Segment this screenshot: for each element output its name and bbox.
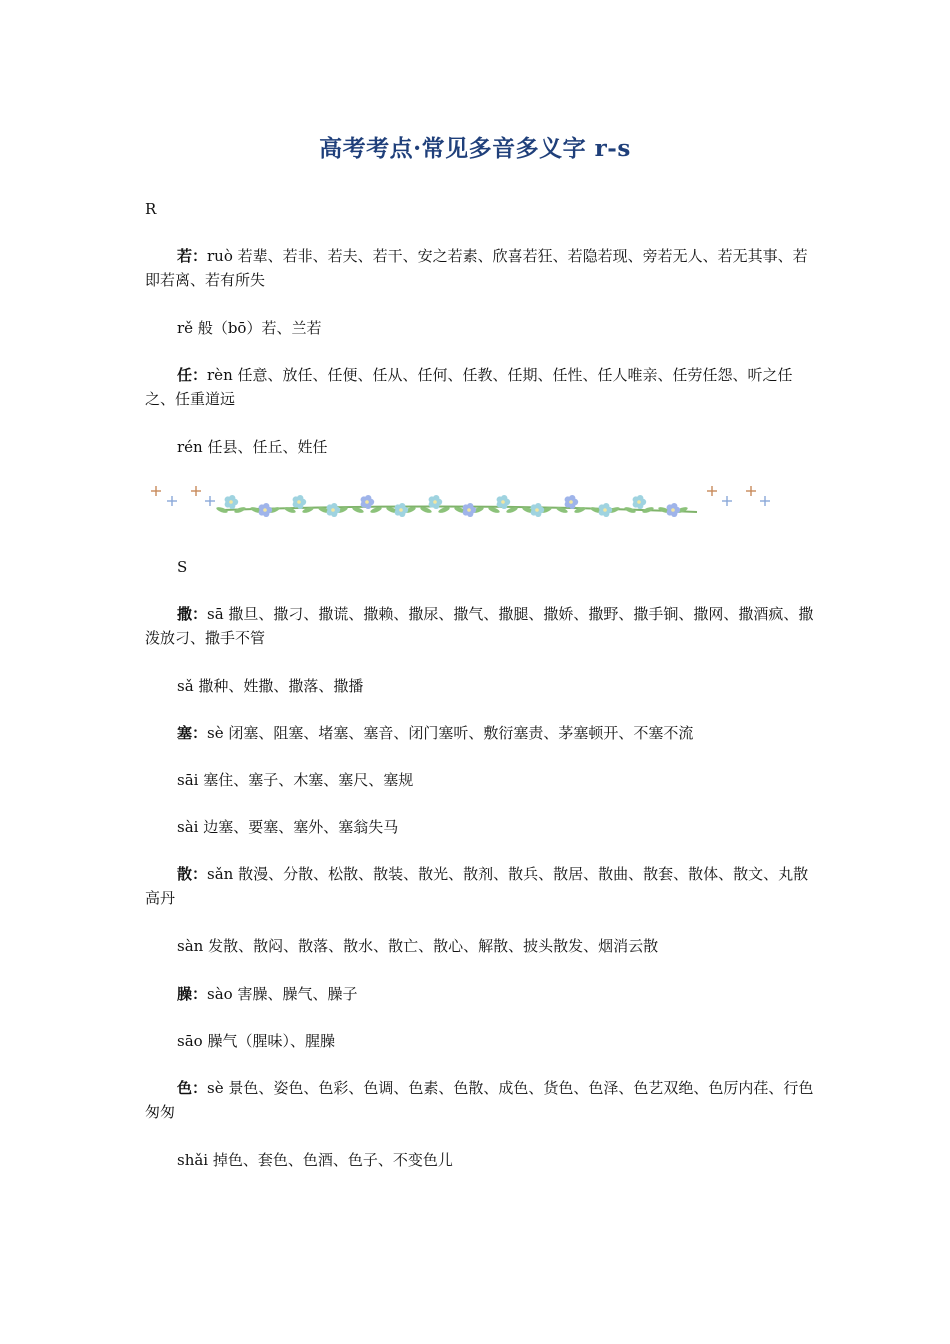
entry-char: 若： <box>177 247 208 265</box>
flower-icon <box>250 503 281 517</box>
entry-san4 <box>145 934 815 958</box>
flower-icon <box>658 503 689 517</box>
entry-sa3 <box>145 674 815 698</box>
entry-sai4 <box>145 815 815 839</box>
flower-icon <box>386 503 417 517</box>
entry-sai1 <box>145 768 815 792</box>
entry-char: 散： <box>177 865 208 883</box>
entry-se4 <box>145 1076 815 1124</box>
entry-text: sè 闭塞、阻塞、堵塞、塞音、闭门塞听、敷衍塞责、茅塞顿开、不塞不流 <box>207 724 694 742</box>
entry-sao1 <box>145 1029 815 1053</box>
entry-se-sai <box>145 721 815 745</box>
flower-icon <box>318 503 349 517</box>
entry-ruo <box>145 244 815 292</box>
sparkle-left <box>151 486 215 506</box>
entry-text: sài 边塞、要塞、塞外、塞翁失马 <box>177 818 399 836</box>
sparkle-right <box>707 486 770 506</box>
entry-text: sāo 臊气（腥味）、腥臊 <box>177 1032 335 1050</box>
flower-icon <box>624 495 655 514</box>
flower-icon <box>284 495 315 514</box>
entry-char: 色： <box>177 1079 208 1097</box>
entry-text: sè 景色、姿色、色彩、色调、色素、色散、成色、货色、色泽、色艺双绝、色厉内荏、行色匆匆 <box>145 1079 814 1121</box>
entry-text: rén 任县、任丘、姓任 <box>177 438 328 456</box>
entry-text: rèn 任意、放任、任便、任从、任何、任教、任期、任性、任人唯亲、任劳任怨、听之任之、任重道远 <box>145 366 793 408</box>
entry-text: sǎn 散漫、分散、松散、散装、散光、散剂、散兵、散居、散曲、散套、散体、散文、丸散高丹 <box>145 865 809 907</box>
section-letter-r: R <box>145 200 157 218</box>
entry-char: 塞： <box>177 724 208 742</box>
entry-re <box>145 316 815 340</box>
flower-icon <box>488 495 519 514</box>
entry-char: 臊： <box>177 985 208 1003</box>
entry-char: 任： <box>177 366 208 384</box>
floral-divider <box>145 480 810 530</box>
flower-icon <box>522 503 553 517</box>
entry-text: sǎ 撒种、姓撒、撒落、撒播 <box>177 677 364 695</box>
entry-shai3 <box>145 1148 815 1172</box>
document-title: 高考考点·常见多音多义字 r-s <box>319 135 631 162</box>
flower-icon <box>216 495 247 514</box>
flower-icon <box>454 503 485 517</box>
flower-icon <box>590 503 621 517</box>
entry-sa1 <box>145 602 815 650</box>
entry-char: 撒： <box>177 605 208 623</box>
entry-ren2 <box>145 435 815 459</box>
flower-icon <box>352 495 383 514</box>
entry-text: sào 害臊、臊气、臊子 <box>207 985 358 1003</box>
flower-icon <box>556 495 587 514</box>
flower-vine <box>216 495 697 517</box>
entry-text: sāi 塞住、塞子、木塞、塞尺、塞规 <box>177 771 414 789</box>
section-letter-s: S <box>177 558 188 576</box>
entry-text: sā 撒旦、撒刁、撒谎、撒赖、撒尿、撒气、撒腿、撒娇、撒野、撒手锏、撒网、撒酒疯、撒泼放刁、撒手不管 <box>145 605 814 647</box>
entry-text: shǎi 掉色、套色、色酒、色子、不变色儿 <box>177 1151 453 1169</box>
entry-san3 <box>145 862 815 910</box>
entry-ren4 <box>145 363 815 411</box>
flower-icon <box>420 495 451 514</box>
entry-text: rě 般（bō）若、兰若 <box>177 319 322 337</box>
entry-sao4 <box>145 982 815 1006</box>
entry-text: sàn 发散、散闷、散落、散水、散亡、散心、解散、披头散发、烟消云散 <box>177 937 659 955</box>
entry-text: ruò 若辈、若非、若夫、若干、安之若素、欣喜若狂、若隐若现、旁若无人、若无其事、若即若离、若有所失 <box>145 247 808 289</box>
